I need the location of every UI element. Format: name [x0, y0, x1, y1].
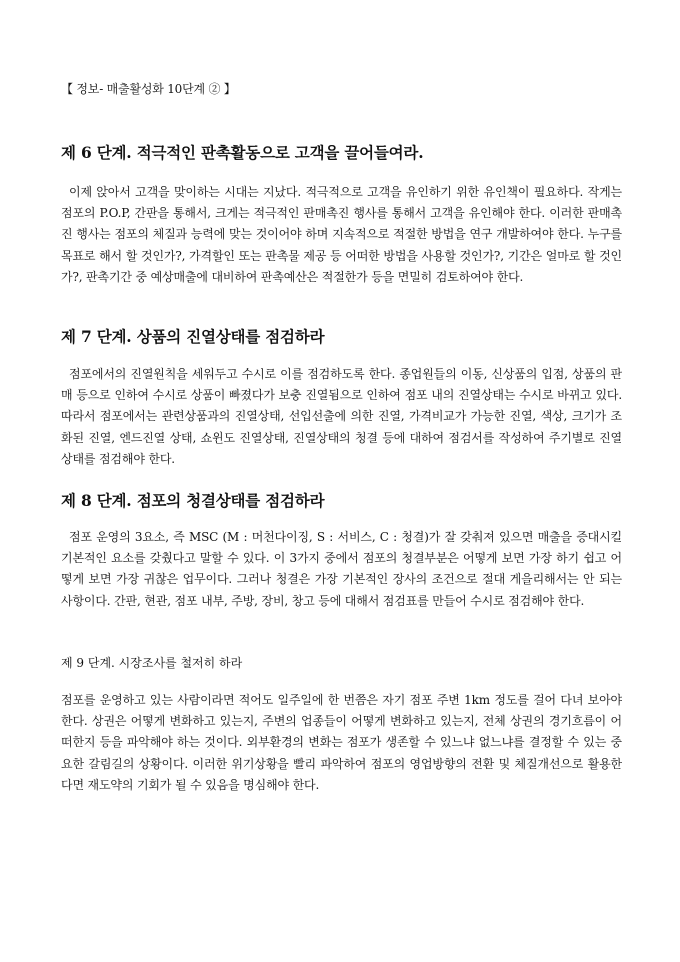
section-heading-step-7: 제 7 단계. 상품의 진열상태를 점검하라	[61, 327, 325, 346]
section-body-step-7: 점포에서의 진열원칙을 세워두고 수시로 이를 점검하도록 한다. 종업원들의 이동, 신상품의 입점, 상품의 판매 등으로 인하여 수시로 상품이 빠졌다가 보충 진열됨으로 인하여 점포 내의 진열상태는 수시로 바뀌고 있다. 따라서 점포에서는 관련상품과의 진열상태, 선입선출에 의한 진열, 가격비교가 가능한 진열, 색상, 크기가 조화된 진열, 엔드진열 상태, 쇼윈도 진열상태, 진열상태의 청결 등에 대하여 점검서를 작성하여 주기별로 진열상태를 점검해야 한다.	[61, 367, 622, 466]
section-heading-step-9: 제 9 단계. 시장조사를 철저히 하라	[61, 656, 243, 670]
section-body-step-9: 점포를 운영하고 있는 사람이라면 적어도 일주일에 한 번쯤은 자기 점포 주변 1km 정도를 걸어 다녀 보아야 한다. 상권은 어떻게 변화하고 있는지, 주변의 업종들이 어떻게 변화하고 있는지, 전체 상권의 경기흐름이 어떠한지 등을 파악해야 하는 것이다. 외부환경의 변화는 점포가 생존할 수 있느냐 없느냐를 결정할 수 있는 중요한 갈림길의 상황이다. 이러한 위기상황을 빨리 파악하여 점포의 영업방향의 전환 및 체질개선으로 활용한다면 재도약의 기회가 될 수 있음을 명심해야 한다.	[61, 693, 622, 792]
section-heading-step-6: 제 6 단계. 적극적인 판촉활동으로 고객을 끌어들여라.	[61, 143, 424, 162]
section-body-step-8: 점포 운영의 3요소, 즉 MSC (M : 머천다이징, S : 서비스, C : 청결)가 잘 갖춰져 있으면 매출을 증대시킬 기본적인 요소를 갖췄다고 말할 수 있다. 이 3가지 중에서 점포의 청결부분은 어떻게 보면 가장 하기 쉽고 어떻게 보면 가장 귀찮은 업무이다. 그러나 청결은 가장 기본적인 장사의 조건으로 절대 게을리해서는 안 되는 사항이다. 간판, 현관, 점포 내부, 주방, 장비, 창고 등에 대해서 점검표를 만들어 수시로 점검해야 한다.	[61, 530, 622, 608]
document-header: 【 정보- 매출활성화 10단계 ② 】	[61, 82, 236, 96]
section-body-step-6: 이제 앉아서 고객을 맞이하는 시대는 지났다. 적극적으로 고객을 유인하기 위한 유인책이 필요하다. 작게는 점포의 P.O.P, 간판을 통해서, 크게는 적극적인 판매촉진 행사를 통해서 고객을 유인해야 한다. 이러한 판매촉진 행사는 점포의 체질과 능력에 맞는 것이어야 하며 지속적으로 적절한 방법을 연구 개발하여야 한다. 누구를 목표로 해서 할 것인가?, 가격할인 또는 판촉물 제공 등 어떠한 방법을 사용할 것인가?, 기간은 얼마로 할 것인가?, 판촉기간 중 예상매출에 대비하여 판촉예산은 적절한가 등을 면밀히 검토하여야 한다.	[61, 185, 622, 284]
section-heading-step-8: 제 8 단계. 점포의 청결상태를 점검하라	[61, 491, 325, 510]
